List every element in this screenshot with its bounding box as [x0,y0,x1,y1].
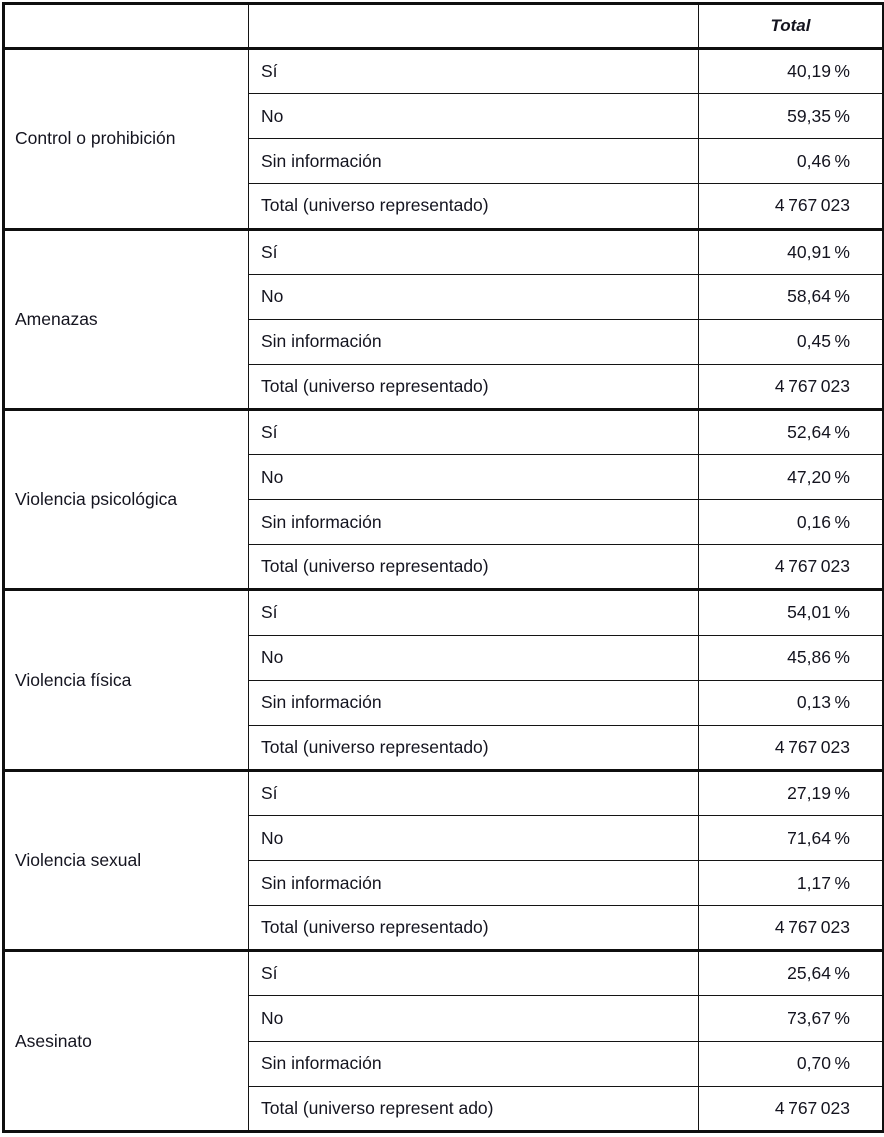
value-cell: 25,64 % [699,951,884,996]
table-row [4,49,884,94]
value-cell: 59,35 % [699,94,884,139]
response-label-cell: Total (universo representado) [249,545,699,590]
value-cell: 1,17 % [699,861,884,906]
response-label-cell: Sin información [249,139,699,184]
value-cell: 45,86 % [699,635,884,680]
response-label-cell: Sí [249,409,699,454]
value-cell: 0,45 % [699,319,884,364]
header-category-empty [4,4,249,49]
table-row [4,770,884,815]
category-cell: Amenazas [4,229,249,409]
value-cell: 73,67 % [699,996,884,1041]
category-cell: Control o prohibición [4,49,249,229]
value-cell: 0,70 % [699,1041,884,1086]
table-row [4,951,884,996]
header-response-empty [249,4,699,49]
value-cell: 4 767 023 [699,364,884,409]
response-label-cell: Total (universo representado) [249,725,699,770]
response-label-cell: Total (universo representado) [249,906,699,951]
response-label-cell: Sí [249,229,699,274]
response-label-cell: No [249,94,699,139]
table-row [4,590,884,635]
value-cell: 4 767 023 [699,545,884,590]
response-label-cell: No [249,635,699,680]
response-label-cell: Sí [249,49,699,94]
value-cell: 71,64 % [699,815,884,860]
value-cell: 4 767 023 [699,184,884,229]
category-cell: Violencia física [4,590,249,770]
response-label-cell: Sin información [249,319,699,364]
value-cell: 58,64 % [699,274,884,319]
document-page [0,2,884,1137]
response-label-cell: No [249,274,699,319]
response-label-cell: Sin información [249,500,699,545]
value-cell: 0,16 % [699,500,884,545]
table-header-row [4,4,884,49]
value-cell: 47,20 % [699,455,884,500]
value-cell: 4 767 023 [699,725,884,770]
value-cell: 4 767 023 [699,1086,884,1131]
table-row [4,229,884,274]
response-label-cell: No [249,996,699,1041]
response-label-cell: No [249,455,699,500]
category-cell: Violencia sexual [4,770,249,950]
value-cell: 52,64 % [699,409,884,454]
response-label-cell: Sí [249,770,699,815]
category-cell: Asesinato [4,951,249,1132]
category-cell: Violencia psicológica [4,409,249,589]
value-cell: 27,19 % [699,770,884,815]
value-cell: 40,91 % [699,229,884,274]
violence-statistics-table [2,2,884,1133]
response-label-cell: Sin información [249,680,699,725]
response-label-cell: No [249,815,699,860]
response-label-cell: Total (universo representado) [249,364,699,409]
value-cell: 4 767 023 [699,906,884,951]
value-cell: 40,19 % [699,49,884,94]
response-label-cell: Total (universo represent ado) [249,1086,699,1131]
value-cell: 0,13 % [699,680,884,725]
response-label-cell: Sin información [249,861,699,906]
value-cell: 54,01 % [699,590,884,635]
response-label-cell: Sin información [249,1041,699,1086]
response-label-cell: Total (universo representado) [249,184,699,229]
table-row [4,409,884,454]
response-label-cell: Sí [249,590,699,635]
header-total: Total [699,4,884,49]
value-cell: 0,46 % [699,139,884,184]
response-label-cell: Sí [249,951,699,996]
